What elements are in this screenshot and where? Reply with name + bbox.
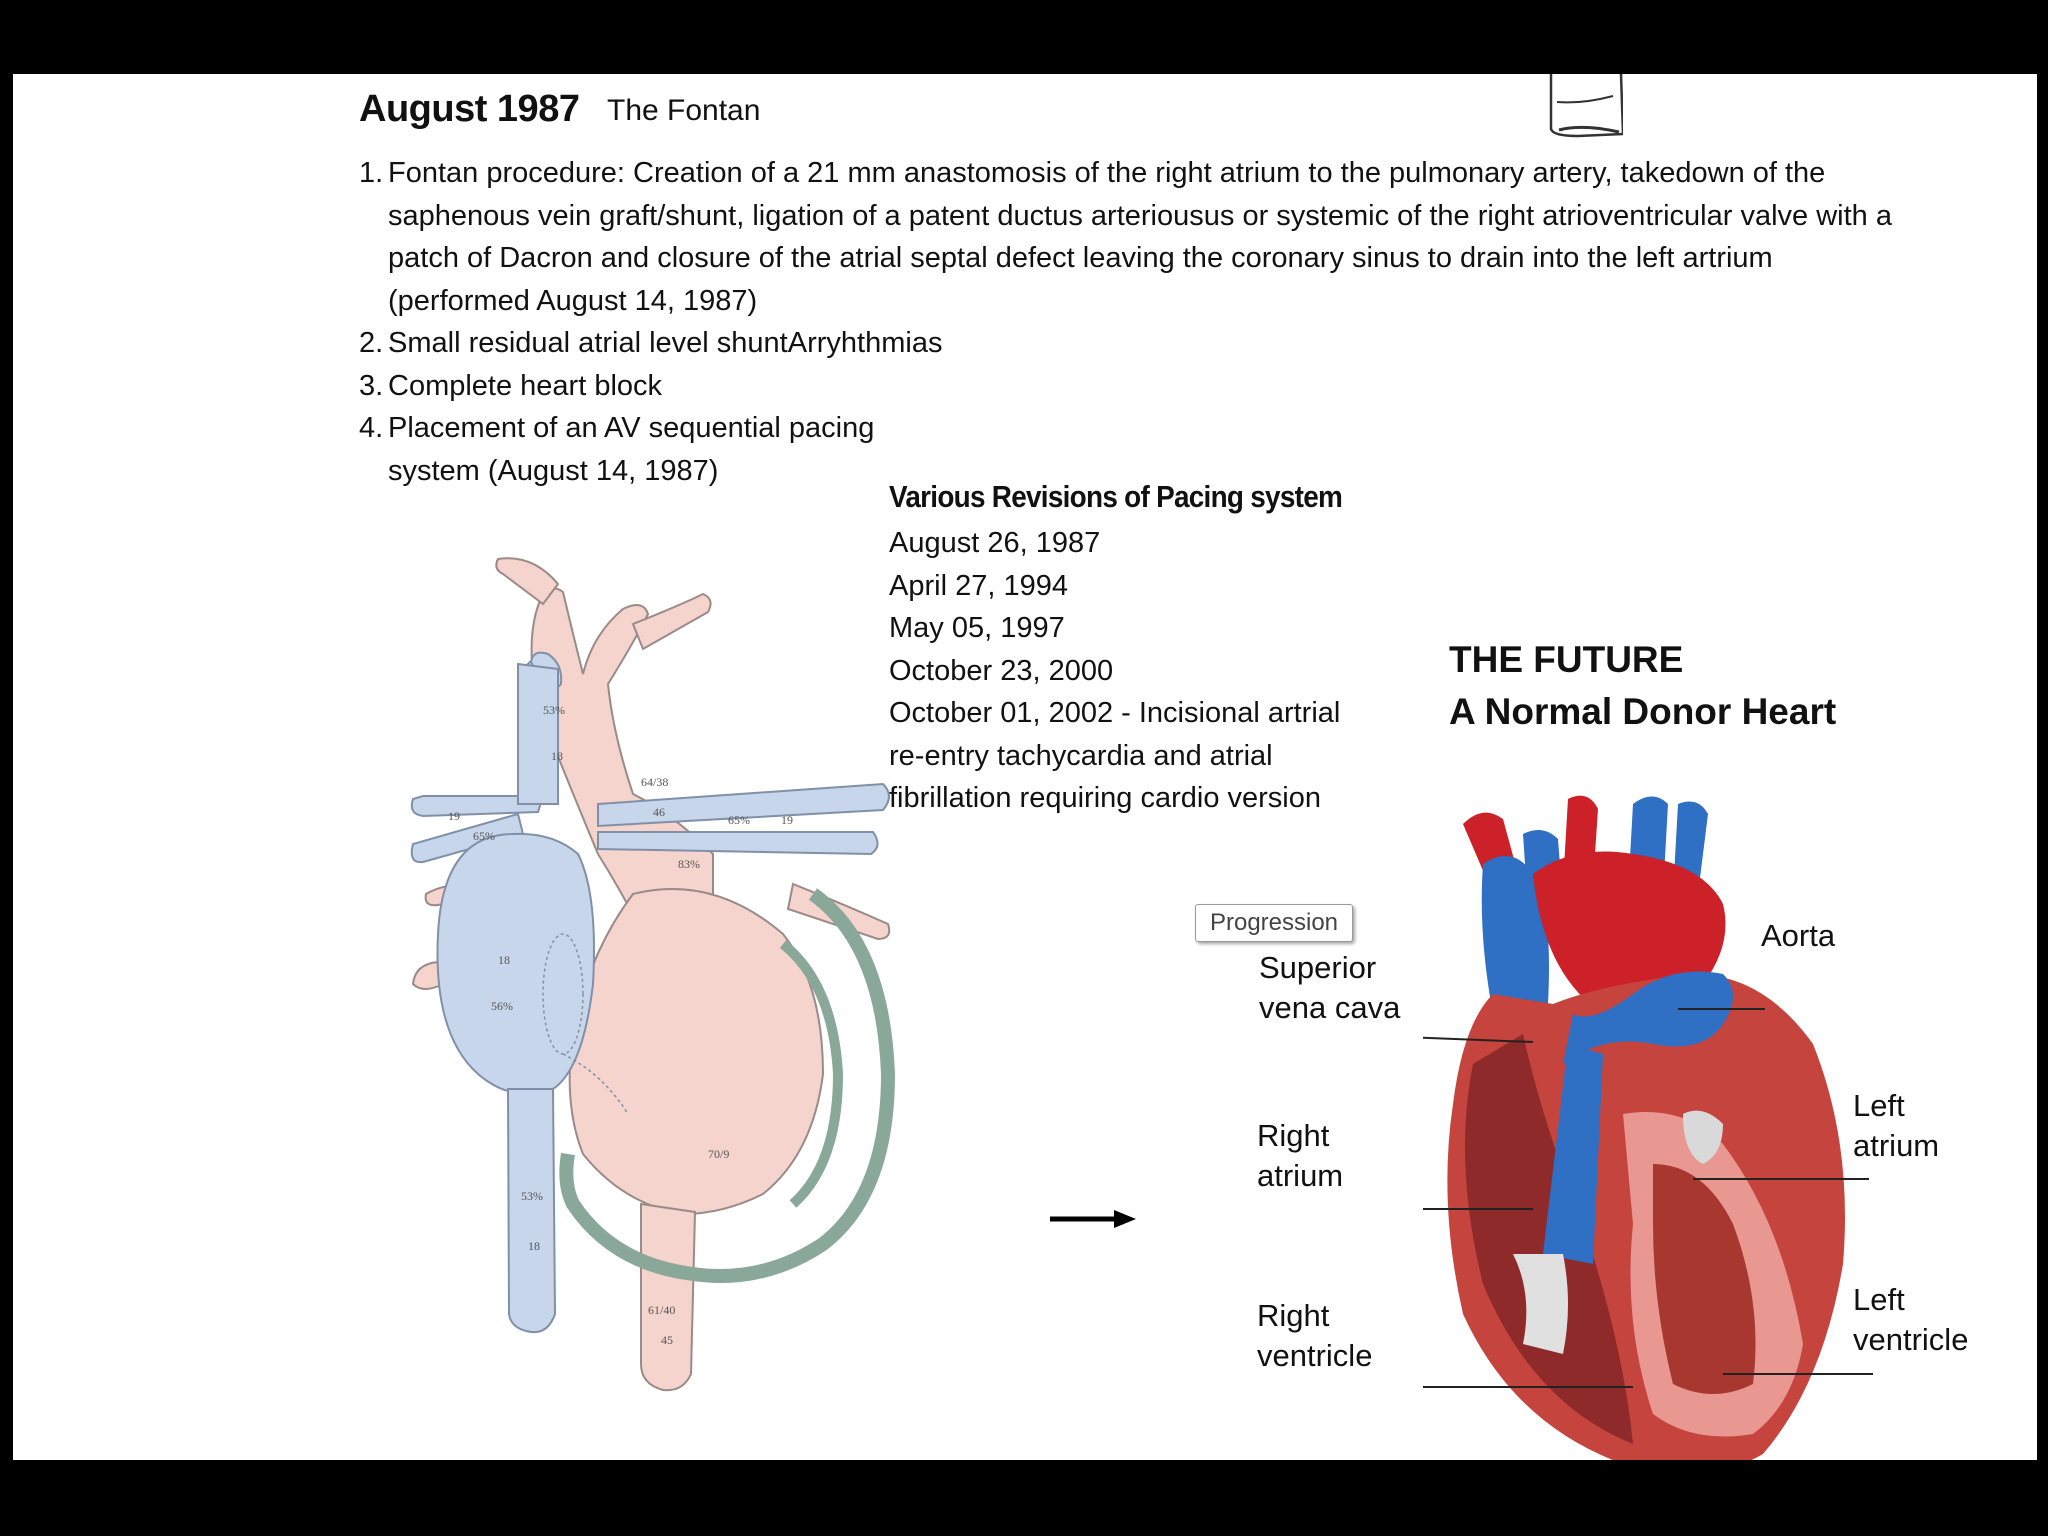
label-aorta: Aorta [1761, 918, 1836, 953]
slide-title: August 1987 [359, 88, 580, 130]
schematic-label: 18 [551, 749, 563, 763]
label-line: atrium [1853, 1128, 1940, 1163]
label-line: vena cava [1259, 990, 1401, 1025]
schematic-label: 83% [678, 857, 700, 871]
revision-item: October 23, 2000 [889, 654, 1114, 687]
schematic-label: 56% [491, 999, 513, 1013]
schematic-label: 18 [498, 953, 510, 967]
label-line: ventricle [1257, 1338, 1373, 1373]
label-line: Left [1853, 1088, 1905, 1123]
list-text: Placement of an AV sequential pacing system (August 14, 1987) [388, 412, 875, 487]
slide [13, 74, 2037, 1460]
slide-subtitle: The Fontan [607, 94, 761, 127]
schematic-label: 65% [473, 829, 495, 843]
schematic-label: 19 [448, 809, 460, 823]
label-left-ventricle [1853, 1280, 1968, 1360]
revision-item: October 01, 2002 - Incisional artrial re-entry tachycardia and atrial fibrillation requiring cardio version [889, 697, 1341, 814]
future-line-1: THE FUTURE [1449, 639, 1684, 680]
label-left-atrium [1853, 1086, 1939, 1166]
schematic-label: 45 [661, 1333, 673, 1347]
label-line: Left [1853, 1282, 1905, 1317]
list-number: 3. [359, 369, 384, 402]
donor-heart-illustration [1423, 784, 1903, 1460]
revision-item: April 27, 1994 [889, 569, 1068, 602]
label-line: Right [1257, 1118, 1330, 1153]
label-line: Superior [1259, 950, 1377, 985]
schematic-label: 70/9 [708, 1147, 730, 1161]
schematic-label: 18 [528, 1239, 540, 1253]
arrow-right-icon [1048, 1207, 1138, 1231]
label-right-ventricle [1257, 1296, 1372, 1376]
procedure-list [359, 152, 1919, 492]
future-heading [1449, 634, 1836, 738]
schematic-label: 19 [781, 813, 793, 827]
list-number: 2. [359, 327, 384, 359]
label-line: atrium [1257, 1158, 1344, 1193]
label-line: Right [1257, 1298, 1330, 1333]
schematic-label: 53% [521, 1189, 543, 1203]
future-line-2: A Normal Donor Heart [1449, 691, 1837, 732]
list-text: Small residual atrial level shuntArryhthmias [388, 327, 943, 359]
label-right-atrium [1257, 1116, 1343, 1196]
schematic-label: 61/40 [648, 1303, 676, 1317]
sketch-icon [1533, 74, 1623, 144]
list-item [359, 365, 1919, 408]
revision-item: August 26, 1987 [889, 527, 1101, 559]
list-number: 1. [359, 157, 384, 189]
revisions-title: Various Revisions of Pacing system [889, 479, 1343, 514]
list-text: Fontan procedure: Creation of a 21 mm anastomosis of the right atrium to the pulmonary artery, takedown of the saphenous vein graft/shunt, ligation of a patent ductus arteriousus or systemic of the right atrioventricular valve with a patch of Dacron and closure of the atrial septal defect leaving the coronary sinus to drain into the left artrium (performed August 14, 1987) [388, 157, 1892, 317]
label-svc [1259, 948, 1400, 1028]
list-item [359, 322, 1919, 365]
progression-button[interactable]: Progression [1195, 904, 1353, 942]
schematic-label: 64/38 [641, 775, 669, 789]
schematic-label: 65% [728, 813, 750, 827]
list-item [359, 152, 1919, 322]
list-text: Complete heart block [388, 369, 663, 402]
list-number: 4. [359, 412, 384, 444]
schematic-label: 46 [653, 805, 665, 819]
list-item [359, 407, 968, 492]
schematic-label: 53% [543, 703, 565, 717]
fontan-schematic [383, 514, 903, 1394]
revisions-list [889, 522, 1389, 820]
label-line: ventricle [1853, 1322, 1969, 1357]
revision-item: May 05, 1997 [889, 612, 1065, 644]
